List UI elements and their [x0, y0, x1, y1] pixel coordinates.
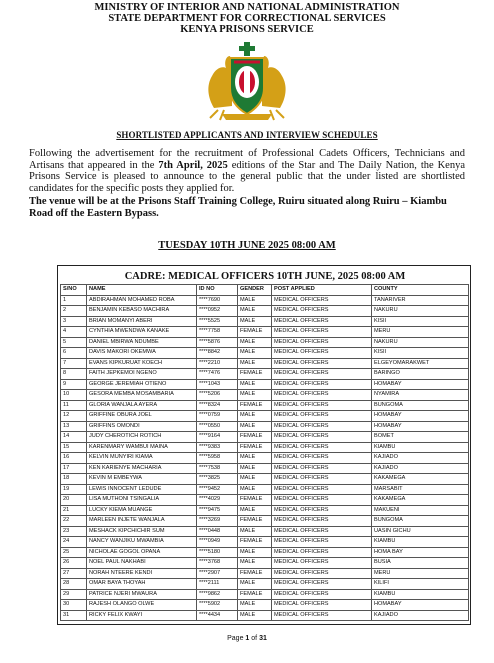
cell-sno: 25 — [61, 547, 87, 558]
cell-post: MEDICAL OFFICERS — [272, 579, 372, 590]
cell-id: ****0550 — [197, 421, 238, 432]
cell-name: CYNTHIA MWENDWA KANAKE — [87, 327, 197, 338]
cell-name: FAITH JEPKEMOI NGENO — [87, 369, 197, 380]
col-header-name: NAME — [87, 285, 197, 296]
cell-post: MEDICAL OFFICERS — [272, 411, 372, 422]
cell-gender: MALE — [238, 579, 272, 590]
table-row — [61, 411, 469, 422]
cell-post: MEDICAL OFFICERS — [272, 400, 372, 411]
table-row — [61, 516, 469, 527]
cell-county: NYAMIRA — [372, 390, 469, 401]
cell-post: MEDICAL OFFICERS — [272, 600, 372, 611]
cell-county: KAKAMEGA — [372, 495, 469, 506]
cell-county: MERU — [372, 327, 469, 338]
cell-sno: 11 — [61, 400, 87, 411]
cell-name: RICKY FELIX KWAYI — [87, 610, 197, 621]
cell-sno: 7 — [61, 358, 87, 369]
table-row — [61, 579, 469, 590]
cadre-title: CADRE: MEDICAL OFFICERS 10TH JUNE, 2025 08:00 AM — [124, 271, 406, 282]
cell-post: MEDICAL OFFICERS — [272, 390, 372, 401]
shortlist-table — [60, 284, 469, 621]
cell-name: MESHACK KIPCHICHIR SUM — [87, 526, 197, 537]
cell-gender: MALE — [238, 610, 272, 621]
table-row — [61, 327, 469, 338]
cell-sno: 18 — [61, 474, 87, 485]
cell-county: HOMABAY — [372, 600, 469, 611]
table-row — [61, 348, 469, 359]
table-row — [61, 316, 469, 327]
table-row — [61, 337, 469, 348]
cell-name: GEORGE JEREMIAH OTIENO — [87, 379, 197, 390]
cell-id: ****7476 — [197, 369, 238, 380]
cell-post: MEDICAL OFFICERS — [272, 526, 372, 537]
header-prisons-service: KENYA PRISONS SERVICE — [180, 24, 314, 35]
table-row — [61, 421, 469, 432]
cell-post: MEDICAL OFFICERS — [272, 348, 372, 359]
cell-county: MARSABIT — [372, 484, 469, 495]
cell-county: KAKAMEGA — [372, 474, 469, 485]
cell-gender: MALE — [238, 474, 272, 485]
cell-name: NICHOLAE GOGOL OPANA — [87, 547, 197, 558]
table-row — [61, 610, 469, 621]
cell-id: ****9164 — [197, 432, 238, 443]
cell-id: ****7538 — [197, 463, 238, 474]
table-row — [61, 400, 469, 411]
col-header-post: POST APPLIED — [272, 285, 372, 296]
cell-county: KAJIADO — [372, 453, 469, 464]
cell-county: BUNGOMA — [372, 400, 469, 411]
cell-id: ****5876 — [197, 337, 238, 348]
header-state-department: STATE DEPARTMENT FOR CORRECTIONAL SERVICES — [108, 13, 386, 24]
cell-gender: FEMALE — [238, 516, 272, 527]
footer-page-word: Page — [227, 635, 244, 642]
cell-name: BENJAMIN KEBASO MACHIRA — [87, 306, 197, 317]
cell-post: MEDICAL OFFICERS — [272, 610, 372, 621]
cell-id: ****0448 — [197, 526, 238, 537]
cell-sno: 28 — [61, 579, 87, 590]
table-row — [61, 306, 469, 317]
cell-id: ****3269 — [197, 516, 238, 527]
cell-post: MEDICAL OFFICERS — [272, 316, 372, 327]
cell-id: ****5180 — [197, 547, 238, 558]
cell-post: MEDICAL OFFICERS — [272, 379, 372, 390]
cell-name: RAJESH OLANGO OLWE — [87, 600, 197, 611]
cell-gender: FEMALE — [238, 589, 272, 600]
cell-name: DAVIS MAKORI OKEMWA — [87, 348, 197, 359]
cell-name: NORAH NTEERE KENDI — [87, 568, 197, 579]
cell-county: ELGEYOMARAKWET — [372, 358, 469, 369]
intro-paragraph — [29, 148, 465, 194]
table-row — [61, 379, 469, 390]
cell-id: ****0949 — [197, 537, 238, 548]
cell-id: ****5525 — [197, 316, 238, 327]
cell-sno: 22 — [61, 516, 87, 527]
cell-gender: MALE — [238, 526, 272, 537]
cell-county: HOMA BAY — [372, 547, 469, 558]
cell-gender: MALE — [238, 348, 272, 359]
cell-name: LUCKY KIEMA MUANGE — [87, 505, 197, 516]
cell-county: HOMABAY — [372, 421, 469, 432]
cell-id: ****4434 — [197, 610, 238, 621]
cell-sno: 8 — [61, 369, 87, 380]
col-header-gender: GENDER — [238, 285, 272, 296]
col-header-county: COUNTY — [372, 285, 469, 296]
cell-gender: MALE — [238, 390, 272, 401]
cell-id: ****9383 — [197, 442, 238, 453]
cell-post: MEDICAL OFFICERS — [272, 295, 372, 306]
cell-sno: 27 — [61, 568, 87, 579]
cell-sno: 24 — [61, 537, 87, 548]
cell-name: BRIAN MOMANYI ABERI — [87, 316, 197, 327]
table-row — [61, 568, 469, 579]
cell-gender: MALE — [238, 411, 272, 422]
cell-gender: MALE — [238, 379, 272, 390]
cell-name: KARENMARY WAMBUI MAINA — [87, 442, 197, 453]
cell-id: ****0952 — [197, 306, 238, 317]
cell-id: ****9862 — [197, 589, 238, 600]
cell-post: MEDICAL OFFICERS — [272, 558, 372, 569]
col-header-sno: S/NO — [61, 285, 87, 296]
cell-post: MEDICAL OFFICERS — [272, 358, 372, 369]
cell-name: KEN KARIENYE MACHARIA — [87, 463, 197, 474]
footer-of-word: of — [251, 635, 258, 642]
kenya-prisons-emblem-icon — [196, 38, 298, 122]
cell-gender: FEMALE — [238, 369, 272, 380]
table-body — [61, 295, 469, 621]
cell-name: NANCY WANJIKU MWAMBIA — [87, 537, 197, 548]
cell-name: KEVIN M EMBEYWA — [87, 474, 197, 485]
cell-id: ****7690 — [197, 295, 238, 306]
cell-county: BUNGOMA — [372, 516, 469, 527]
cell-id: ****0759 — [197, 411, 238, 422]
cell-gender: MALE — [238, 358, 272, 369]
cell-gender: FEMALE — [238, 537, 272, 548]
cell-sno: 26 — [61, 558, 87, 569]
cell-county: KISII — [372, 348, 469, 359]
cell-county: KISII — [372, 316, 469, 327]
cell-sno: 30 — [61, 600, 87, 611]
col-header-id: ID NO — [197, 285, 238, 296]
intro-text-1: Following the advertisement for the recruitment of Professional Cadets Officers, Technicians and Artisans that appeared in the — [29, 148, 465, 171]
cell-sno: 1 — [61, 295, 87, 306]
cell-sno: 16 — [61, 453, 87, 464]
cell-post: MEDICAL OFFICERS — [272, 463, 372, 474]
cell-post: MEDICAL OFFICERS — [272, 421, 372, 432]
cell-county: KAJIADO — [372, 463, 469, 474]
table-row — [61, 589, 469, 600]
cell-gender: MALE — [238, 463, 272, 474]
intro-date: 7th April, 2025 — [158, 159, 228, 171]
cell-gender: MALE — [238, 484, 272, 495]
table-row — [61, 547, 469, 558]
cell-id: ****5902 — [197, 600, 238, 611]
cell-post: MEDICAL OFFICERS — [272, 337, 372, 348]
cell-post: MEDICAL OFFICERS — [272, 495, 372, 506]
cell-id: ****2111 — [197, 579, 238, 590]
cell-sno: 5 — [61, 337, 87, 348]
cell-county: KIAMBU — [372, 442, 469, 453]
cell-gender: MALE — [238, 453, 272, 464]
table-row — [61, 505, 469, 516]
cell-sno: 20 — [61, 495, 87, 506]
footer-page-total: 31 — [259, 635, 267, 642]
cell-gender: FEMALE — [238, 327, 272, 338]
cell-id: ****2907 — [197, 568, 238, 579]
cell-gender: MALE — [238, 558, 272, 569]
cell-name: GLORIA WANJALA AYERA — [87, 400, 197, 411]
cell-sno: 3 — [61, 316, 87, 327]
table-row — [61, 495, 469, 506]
cell-id: ****9452 — [197, 484, 238, 495]
cell-county: NAKURU — [372, 306, 469, 317]
cell-sno: 23 — [61, 526, 87, 537]
cell-county: HOMABAY — [372, 411, 469, 422]
intro-text-2: editions of the Star and The Daily Nation, the Kenya Prisons Service is pleased to announce to the general public that the under listed are shortlisted candidates for the specific posts they applied for. — [29, 159, 465, 194]
cell-id: ****8324 — [197, 400, 238, 411]
cell-gender: MALE — [238, 547, 272, 558]
cell-name: KELVIN MUNYIRI KIAMA — [87, 453, 197, 464]
cell-county: KIAMBU — [372, 589, 469, 600]
cell-county: BARINGO — [372, 369, 469, 380]
cell-county: HOMABAY — [372, 379, 469, 390]
table-row — [61, 537, 469, 548]
cell-gender: MALE — [238, 600, 272, 611]
cell-name: GRIFFINS OMONDI — [87, 421, 197, 432]
cell-gender: FEMALE — [238, 432, 272, 443]
cell-name: OMAR BAYA THOYAH — [87, 579, 197, 590]
cell-name: DANIEL MBIRWA NDUMBE — [87, 337, 197, 348]
cell-county: TANARIVER — [372, 295, 469, 306]
cell-id: ****3768 — [197, 558, 238, 569]
cell-post: MEDICAL OFFICERS — [272, 589, 372, 600]
cell-gender: MALE — [238, 505, 272, 516]
cell-sno: 31 — [61, 610, 87, 621]
cell-gender: FEMALE — [238, 400, 272, 411]
cell-sno: 6 — [61, 348, 87, 359]
page-footer — [0, 635, 494, 642]
table-header-row — [61, 285, 469, 296]
cell-gender: MALE — [238, 295, 272, 306]
cell-name: JUDY CHEROTICH ROTICH — [87, 432, 197, 443]
cell-post: MEDICAL OFFICERS — [272, 369, 372, 380]
cell-sno: 12 — [61, 411, 87, 422]
cell-post: MEDICAL OFFICERS — [272, 453, 372, 464]
cell-county: NAKURU — [372, 337, 469, 348]
cell-id: ****7758 — [197, 327, 238, 338]
cell-post: MEDICAL OFFICERS — [272, 327, 372, 338]
table-row — [61, 369, 469, 380]
table-row — [61, 442, 469, 453]
table-row — [61, 526, 469, 537]
cell-id: ****1043 — [197, 379, 238, 390]
cell-post: MEDICAL OFFICERS — [272, 537, 372, 548]
table-row — [61, 558, 469, 569]
cell-county: BOMET — [372, 432, 469, 443]
cell-county: KIAMBU — [372, 537, 469, 548]
cell-post: MEDICAL OFFICERS — [272, 547, 372, 558]
cell-post: MEDICAL OFFICERS — [272, 432, 372, 443]
cell-sno: 29 — [61, 589, 87, 600]
cell-sno: 15 — [61, 442, 87, 453]
cell-sno: 17 — [61, 463, 87, 474]
cell-gender: MALE — [238, 306, 272, 317]
schedule-title: SHORTLISTED APPLICANTS AND INTERVIEW SCHEDULES — [116, 130, 378, 140]
cell-name: PATRICE NJERI MWAURA — [87, 589, 197, 600]
cell-gender: MALE — [238, 421, 272, 432]
footer-page-number: 1 — [245, 635, 250, 642]
cell-name: ABDIRAHMAN MOHAMED ROBA — [87, 295, 197, 306]
table-row — [61, 453, 469, 464]
cell-name: LEWIS INNOCENT LEDUDE — [87, 484, 197, 495]
table-row — [61, 295, 469, 306]
cell-sno: 19 — [61, 484, 87, 495]
cell-name: LISA MUTHONI TSINGALIA — [87, 495, 197, 506]
cell-gender: MALE — [238, 316, 272, 327]
cell-county: BUSIA — [372, 558, 469, 569]
date-heading: TUESDAY 10TH JUNE 2025 08:00 AM — [158, 240, 336, 251]
cell-id: ****5206 — [197, 390, 238, 401]
cell-name: EVANS KIPKURUAT KOECH — [87, 358, 197, 369]
table-row — [61, 484, 469, 495]
table-row — [61, 474, 469, 485]
header-ministry: MINISTRY OF INTERIOR AND NATIONAL ADMINISTRATION — [94, 2, 400, 13]
cell-sno: 2 — [61, 306, 87, 317]
cell-sno: 21 — [61, 505, 87, 516]
cell-id: ****4029 — [197, 495, 238, 506]
cell-sno: 10 — [61, 390, 87, 401]
cell-post: MEDICAL OFFICERS — [272, 474, 372, 485]
table-row — [61, 432, 469, 443]
table-row — [61, 463, 469, 474]
cell-county: KILIFI — [372, 579, 469, 590]
cell-id: ****3825 — [197, 474, 238, 485]
cell-name: MARLEEN INJETE WANJALA — [87, 516, 197, 527]
cell-sno: 9 — [61, 379, 87, 390]
cell-id: ****2210 — [197, 358, 238, 369]
cell-id: ****5958 — [197, 453, 238, 464]
cell-post: MEDICAL OFFICERS — [272, 306, 372, 317]
cell-gender: MALE — [238, 337, 272, 348]
cell-post: MEDICAL OFFICERS — [272, 505, 372, 516]
cell-post: MEDICAL OFFICERS — [272, 516, 372, 527]
cell-id: ****9475 — [197, 505, 238, 516]
cell-county: MAKUENI — [372, 505, 469, 516]
cell-name: GRIFFINE OBURA JOEL — [87, 411, 197, 422]
venue-paragraph: The venue will be at the Prisons Staff Training College, Ruiru situated along Ruiru – Kiambu Road off the Eastern Bypass. — [29, 196, 447, 219]
cell-post: MEDICAL OFFICERS — [272, 442, 372, 453]
cell-sno: 13 — [61, 421, 87, 432]
cell-sno: 4 — [61, 327, 87, 338]
cell-gender: FEMALE — [238, 495, 272, 506]
cell-county: UASIN GICHU — [372, 526, 469, 537]
cell-gender: FEMALE — [238, 442, 272, 453]
cell-sno: 14 — [61, 432, 87, 443]
cell-gender: FEMALE — [238, 568, 272, 579]
cell-post: MEDICAL OFFICERS — [272, 568, 372, 579]
table-row — [61, 600, 469, 611]
table-row — [61, 390, 469, 401]
cell-name: GESORA MEMBA MOSAMBARIA — [87, 390, 197, 401]
cell-id: ****8842 — [197, 348, 238, 359]
cell-name: NOEL PAUL NAKHABI — [87, 558, 197, 569]
table-row — [61, 358, 469, 369]
cell-county: MERU — [372, 568, 469, 579]
cell-county: KAJIADO — [372, 610, 469, 621]
cell-post: MEDICAL OFFICERS — [272, 484, 372, 495]
